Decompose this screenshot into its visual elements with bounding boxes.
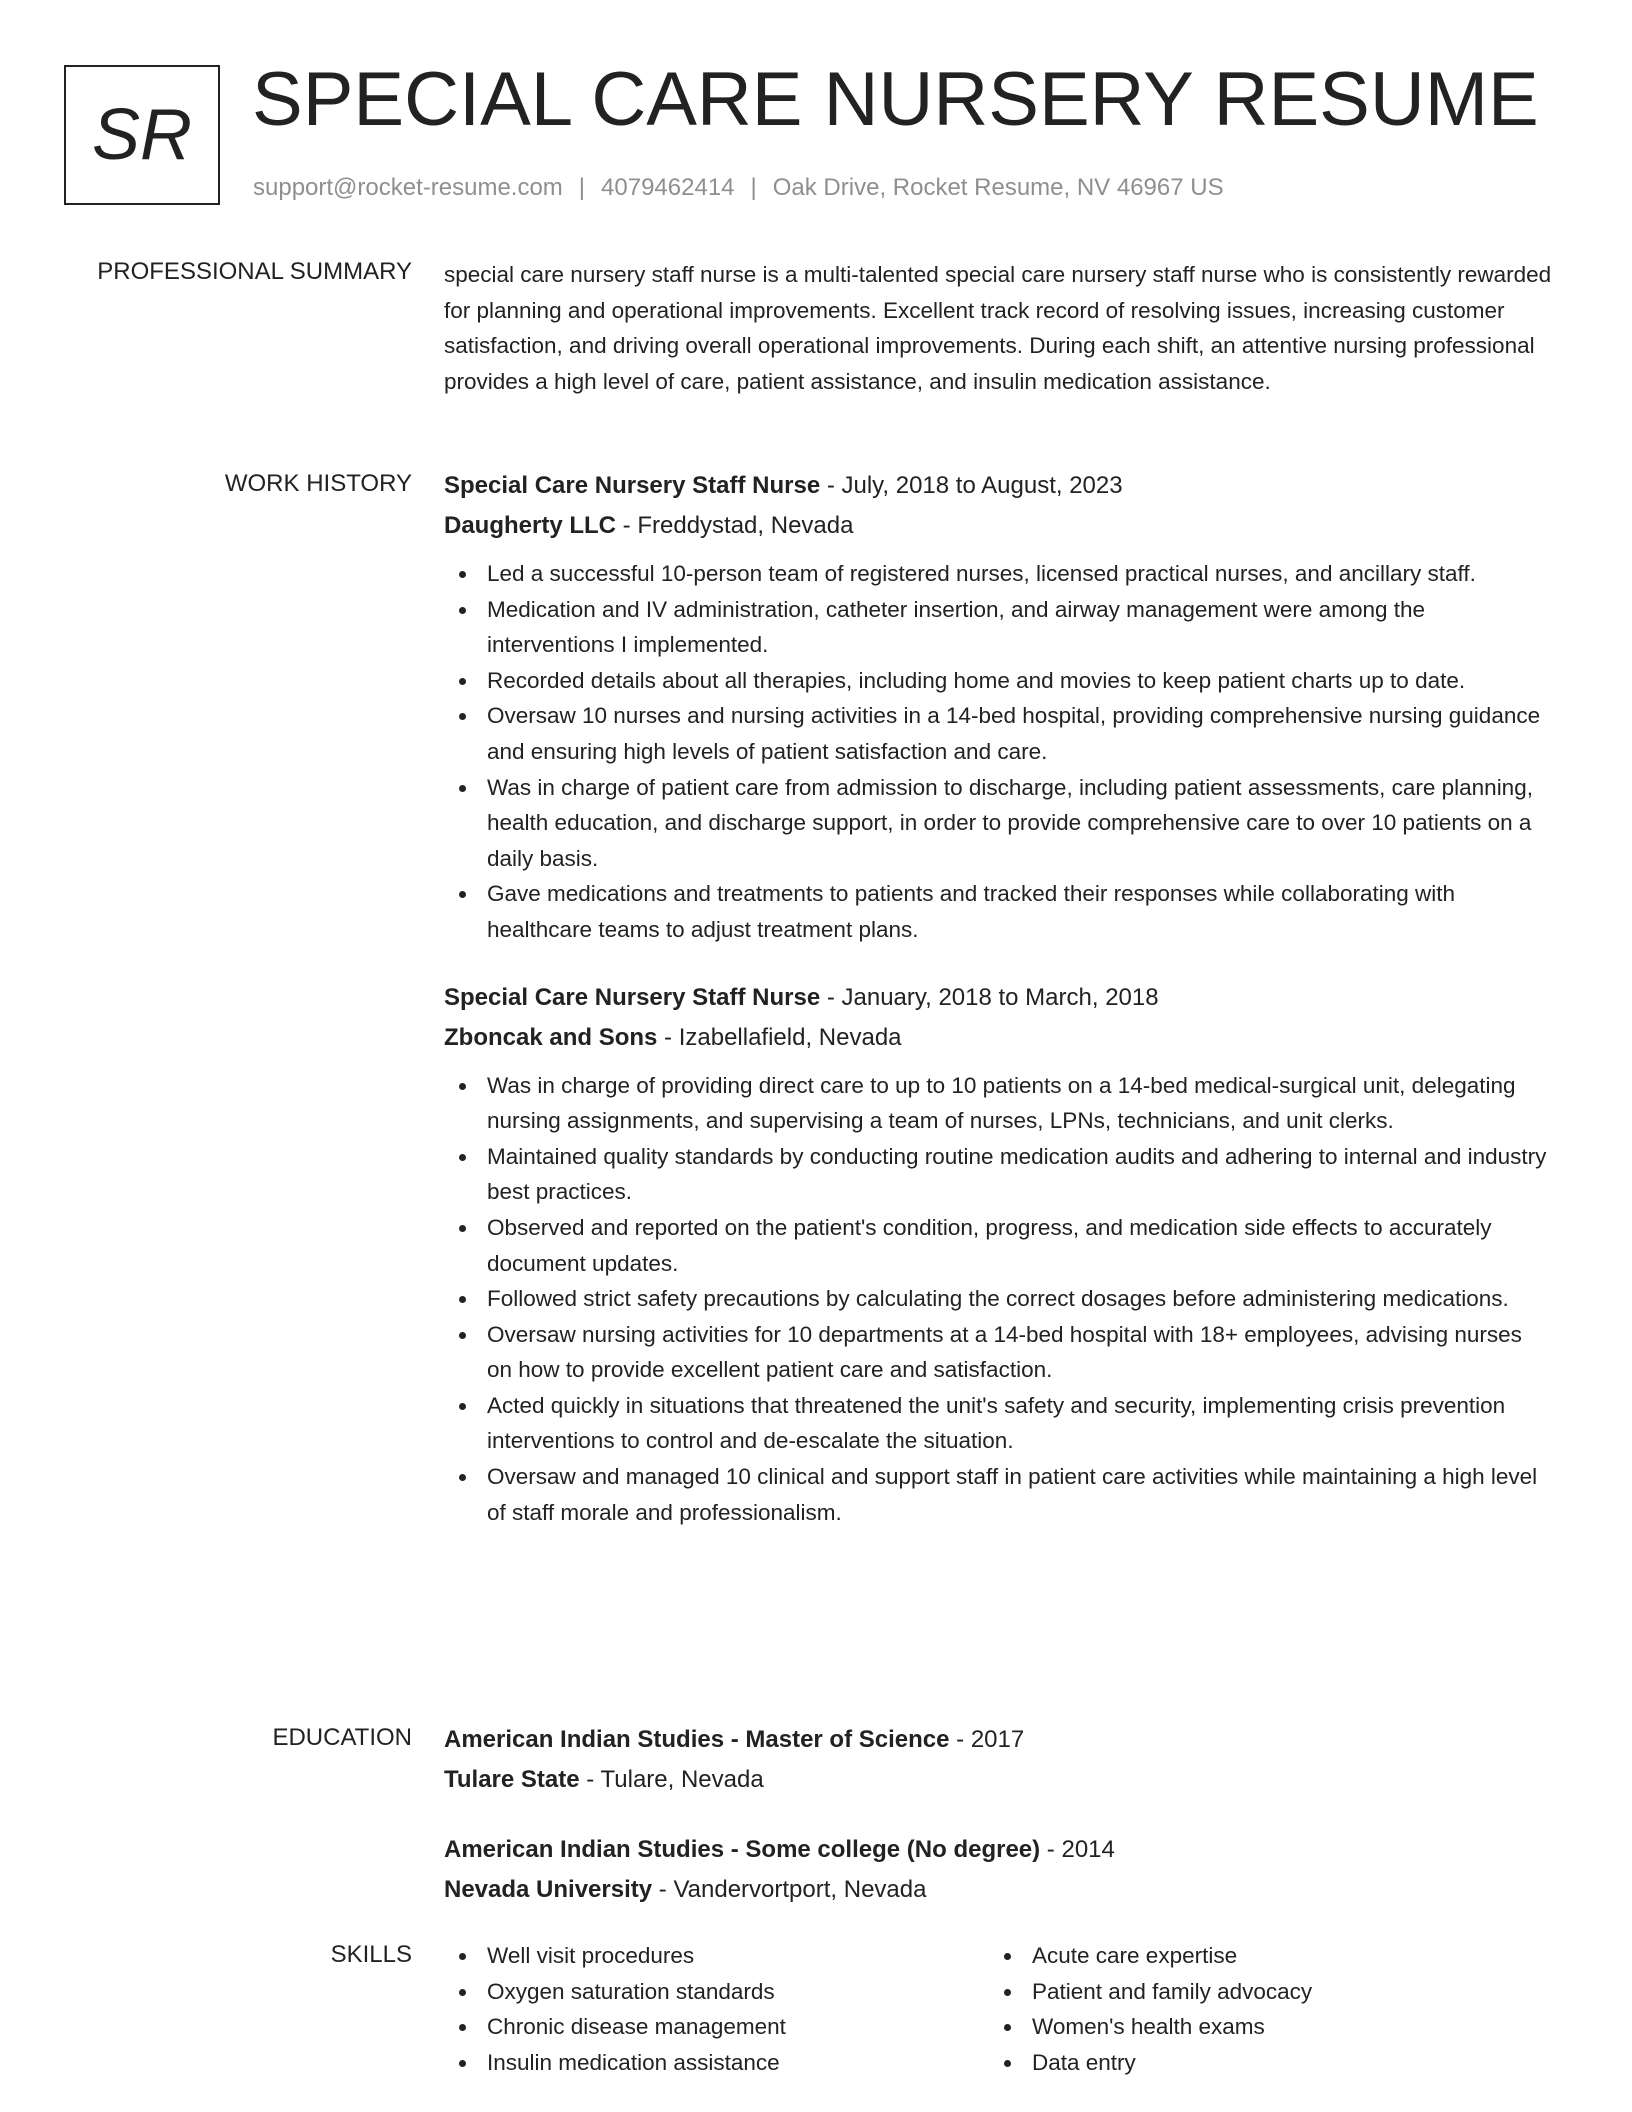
skills-section [444, 1938, 1552, 2080]
job-bullet-list [444, 1068, 1552, 1531]
contact-separator: | [578, 174, 586, 201]
skill-item: Oxygen saturation standards [444, 1974, 989, 2010]
education-location: - Vandervortport, Nevada [652, 1876, 927, 1903]
section-label-skills: SKILLS [330, 1941, 412, 1968]
skills-columns [444, 1938, 1552, 2080]
skills-list-right [989, 1938, 1534, 2080]
contact-phone[interactable]: 4079462414 [601, 174, 735, 201]
skill-item: Patient and family advocacy [989, 1974, 1534, 2010]
section-label-education: EDUCATION [272, 1724, 412, 1751]
job-company: Daugherty LLC [444, 512, 617, 539]
job-location: - Freddystad, Nevada [616, 512, 854, 539]
job-bullet: Medication and IV administration, catheter insertion, and airway management were among the interventions I implemented. [444, 592, 1552, 663]
contact-email[interactable]: support@rocket-resume.com [253, 174, 563, 201]
resume-title: SPECIAL CARE NURSERY RESUME [252, 57, 1539, 142]
skills-list-left [444, 1938, 989, 2080]
job-title: Special Care Nursery Staff Nurse [444, 983, 821, 1011]
job-bullet: Observed and reported on the patient's condition, progress, and medication side effects to accurately document updates. [444, 1210, 1552, 1281]
job-entry [444, 978, 1552, 1531]
job-bullet: Was in charge of providing direct care to up to 10 patients on a 14-bed medical-surgical unit, delegating nursing assignments, and supervising a team of nurses, LPNs, technicians, and unit clerks. [444, 1068, 1552, 1139]
job-title-line [444, 978, 1552, 1018]
education-entry [444, 1720, 1552, 1800]
job-bullet: Oversaw and managed 10 clinical and support staff in patient care activities while maintaining a high level of staff morale and professionalism. [444, 1459, 1552, 1530]
job-title-line [444, 466, 1552, 506]
education-location: - Tulare, Nevada [579, 1766, 764, 1793]
job-title: Special Care Nursery Staff Nurse [444, 472, 821, 499]
section-label-work-history: WORK HISTORY [224, 470, 412, 497]
education-degree-line [444, 1720, 1552, 1760]
education-school-line [444, 1870, 1552, 1910]
education-year: - 2014 [1040, 1836, 1115, 1863]
job-bullet: Followed strict safety precautions by calculating the correct dosages before administering medications. [444, 1281, 1552, 1317]
education-section [444, 1720, 1552, 1910]
job-company-line [444, 1018, 1552, 1058]
skill-item: Women's health exams [989, 2009, 1534, 2045]
contact-address: Oak Drive, Rocket Resume, NV 46967 US [772, 174, 1224, 201]
skill-item: Acute care expertise [989, 1938, 1534, 1974]
job-bullet: Led a successful 10-person team of registered nurses, licensed practical nurses, and ancillary staff. [444, 556, 1552, 592]
summary-section [444, 257, 1552, 399]
summary-text: special care nursery staff nurse is a multi-talented special care nursery staff nurse who is consistently rewarded for planning and operational improvements. Excellent track record of resolving issues, increasing customer satisfaction, and driving overall operational improvements. During each shift, an attentive nursing professional provides a high level of care, patient assistance, and insulin medication assistance. [444, 262, 1552, 394]
education-year: - 2017 [949, 1726, 1025, 1753]
skill-item: Insulin medication assistance [444, 2045, 989, 2081]
education-degree: American Indian Studies - Master of Science [444, 1726, 950, 1753]
education-degree-line [444, 1830, 1552, 1870]
monogram-logo: SR [64, 65, 220, 205]
job-bullet: Oversaw 10 nurses and nursing activities in a 14-bed hospital, providing comprehensive nursing guidance and ensuring high levels of patient satisfaction and care. [444, 698, 1552, 769]
job-dates: - July, 2018 to August, 2023 [820, 472, 1123, 499]
job-dates: - January, 2018 to March, 2018 [820, 983, 1159, 1011]
education-degree: American Indian Studies - Some college (No degree) [444, 1836, 1041, 1863]
job-bullet-list [444, 556, 1552, 948]
job-bullet: Maintained quality standards by conducting routine medication audits and adhering to internal and industry best practices. [444, 1139, 1552, 1210]
contact-separator: | [750, 174, 757, 201]
education-school: Nevada University [444, 1876, 653, 1903]
job-bullet: Gave medications and treatments to patients and tracked their responses while collaborating with healthcare teams to adjust treatment plans. [444, 876, 1552, 947]
section-label-summary: PROFESSIONAL SUMMARY [97, 258, 412, 285]
contact-line [253, 174, 1224, 202]
education-school-line [444, 1760, 1552, 1800]
job-company: Zboncak and Sons [444, 1023, 658, 1051]
job-bullet: Was in charge of patient care from admission to discharge, including patient assessments, care planning, health education, and discharge support, in order to provide comprehensive care to over 10 patients on a daily basis. [444, 770, 1552, 877]
education-entry [444, 1830, 1552, 1910]
skill-item: Chronic disease management [444, 2009, 989, 2045]
job-bullet: Oversaw nursing activities for 10 departments at a 14-bed hospital with 18+ employees, advising nurses on how to provide excellent patient care and satisfaction. [444, 1317, 1552, 1388]
job-company-line [444, 506, 1552, 546]
job-location: - Izabellafield, Nevada [657, 1023, 902, 1051]
skill-item: Data entry [989, 2045, 1534, 2081]
job-entry [444, 466, 1552, 948]
job-bullet: Acted quickly in situations that threatened the unit's safety and security, implementing crisis prevention interventions to control and de-escalate the situation. [444, 1388, 1552, 1459]
skill-item: Well visit procedures [444, 1938, 989, 1974]
work-history-section [444, 466, 1552, 1530]
education-school: Tulare State [444, 1766, 580, 1793]
job-bullet: Recorded details about all therapies, including home and movies to keep patient charts up to date. [444, 663, 1552, 699]
